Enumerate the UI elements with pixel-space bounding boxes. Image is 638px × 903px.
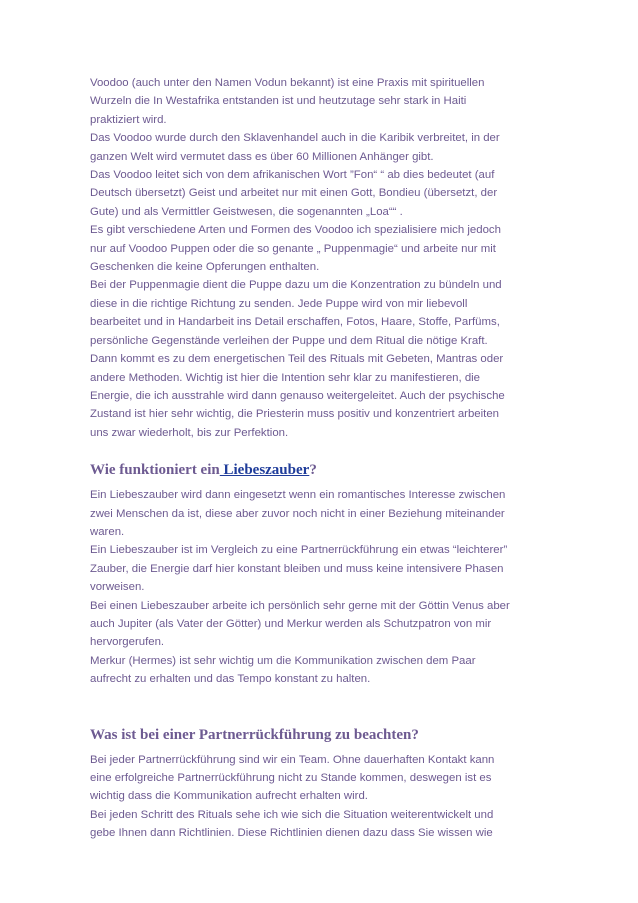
text-line: Ein Liebeszauber ist im Vergleich zu eine Partnerrückführung ein etwas “leichterer” (90, 544, 508, 557)
heading-partnerrueckfuehrung: Was ist bei einer Partnerrückführung zu beachten? (90, 726, 419, 743)
text-line: Deutsch übersetzt) Geist und arbeitet nur mit einen Gott, Bondieu (übersetzt, der (90, 187, 498, 200)
text-line: ganzen Welt wird vermutet dass es über 60 Millionen Anhänger gibt. (90, 150, 434, 163)
text-line: Bei jeder Partnerrückführung sind wir ein Team. Ohne dauerhaften Kontakt kann (90, 753, 495, 766)
text-line: andere Methoden. Wichtig ist hier die Intention sehr klar zu manifestieren, die (90, 371, 481, 384)
text-line: persönliche Gegenstände verleihen der Puppe und dem Ritual die nötige Kraft. (90, 334, 488, 347)
liebeszauber-paragraph (90, 486, 560, 688)
text-line: gebe Ihnen dann Richtlinien. Diese Richtlinien dienen dazu dass Sie wissen wie (90, 827, 493, 840)
text-line: uns zwar wiederholt, bis zur Perfektion. (90, 426, 289, 439)
text-line: bearbeitet und in Handarbeit ins Detail erschaffen, Fotos, Haare, Stoffe, Parfüms, (90, 316, 500, 329)
text-line: Wurzeln die In Westafrika entstanden ist und heutzutage sehr stark in Haiti (90, 95, 467, 108)
text-line: diese in die richtige Richtung zu senden. Jede Puppe wird von mir liebevoll (90, 297, 468, 310)
text-line: waren. (90, 525, 125, 538)
spacer (90, 442, 560, 460)
text-line: Es gibt verschiedene Arten und Formen des Voodoo ich spezialisiere mich jedoch (90, 224, 501, 237)
spacer (90, 689, 560, 725)
text-line: Zauber, die Energie darf hier konstant bleiben und muss keine intensivere Phasen (90, 562, 504, 575)
text-line: auch Jupiter (als Vater der Götter) und Merkur werden als Schutzpatron von mir (90, 617, 492, 630)
voodoo-intro-paragraph (90, 74, 560, 442)
partnerrueckfuehrung-paragraph (90, 751, 560, 843)
text-line: Gute) und als Vermittler Geistwesen, die sogenannten „Loa““ . (90, 205, 403, 218)
text-line: wichtig dass die Kommunikation aufrecht erhalten wird. (90, 790, 368, 803)
text-line: Ein Liebeszauber wird dann eingesetzt wenn ein romantisches Interesse zwischen (90, 489, 506, 502)
text-line: Voodoo (auch unter den Namen Vodun bekannt) ist eine Praxis mit spirituellen (90, 77, 485, 89)
text-line: Merkur (Hermes) ist sehr wichtig um die Kommunikation zwischen dem Paar (90, 654, 476, 667)
text-line: nur auf Voodoo Puppen oder die so genante „ Puppenmagie“ und arbeite nur mit (90, 242, 496, 255)
text-line: Energie, die ich ausstrahle wird dann genauso weitergeleitet. Auch der psychische (90, 389, 505, 402)
text-line: Bei jeden Schritt des Rituals sehe ich wie sich die Situation weiterentwickelt und (90, 808, 494, 821)
text-line: vorweisen. (90, 581, 145, 594)
text-line: Zustand ist hier sehr wichtig, die Priesterin muss positiv und konzentriert arbeiten (90, 408, 499, 421)
liebeszauber-link[interactable]: Liebeszauber (219, 462, 310, 479)
text-line: Bei einen Liebeszauber arbeite ich persönlich sehr gerne mit der Göttin Venus aber (90, 599, 510, 612)
text-line: hervorgerufen. (90, 636, 165, 649)
document-content (90, 74, 560, 843)
text-line: Das Voodoo leitet sich von dem afrikanischen Wort ”Fon“ “ ab dies bedeutet (auf (90, 169, 495, 182)
text-line: zwei Menschen da ist, diese aber zuvor noch nicht in einer Beziehung miteinander (90, 507, 505, 520)
heading-liebeszauber (90, 460, 560, 480)
text-line: Geschenken die keine Opferungen enthalten. (90, 261, 320, 274)
heading-suffix: ? (309, 462, 317, 479)
text-line: Bei der Puppenmagie dient die Puppe dazu um die Konzentration zu bündeln und (90, 279, 502, 292)
text-line: eine erfolgreiche Partnerrückführung nicht zu Stande kommen, deswegen ist es (90, 772, 492, 784)
text-line: Das Voodoo wurde durch den Sklavenhandel auch in die Karibik verbreitet, in der (90, 132, 500, 145)
heading-prefix: Wie funktioniert ein (90, 462, 220, 479)
text-line: praktiziert wird. (90, 113, 167, 126)
text-line: Dann kommt es zu dem energetischen Teil des Rituals mit Gebeten, Mantras oder (90, 353, 504, 366)
text-line: aufrecht zu erhalten und das Tempo konstant zu halten. (90, 673, 371, 686)
